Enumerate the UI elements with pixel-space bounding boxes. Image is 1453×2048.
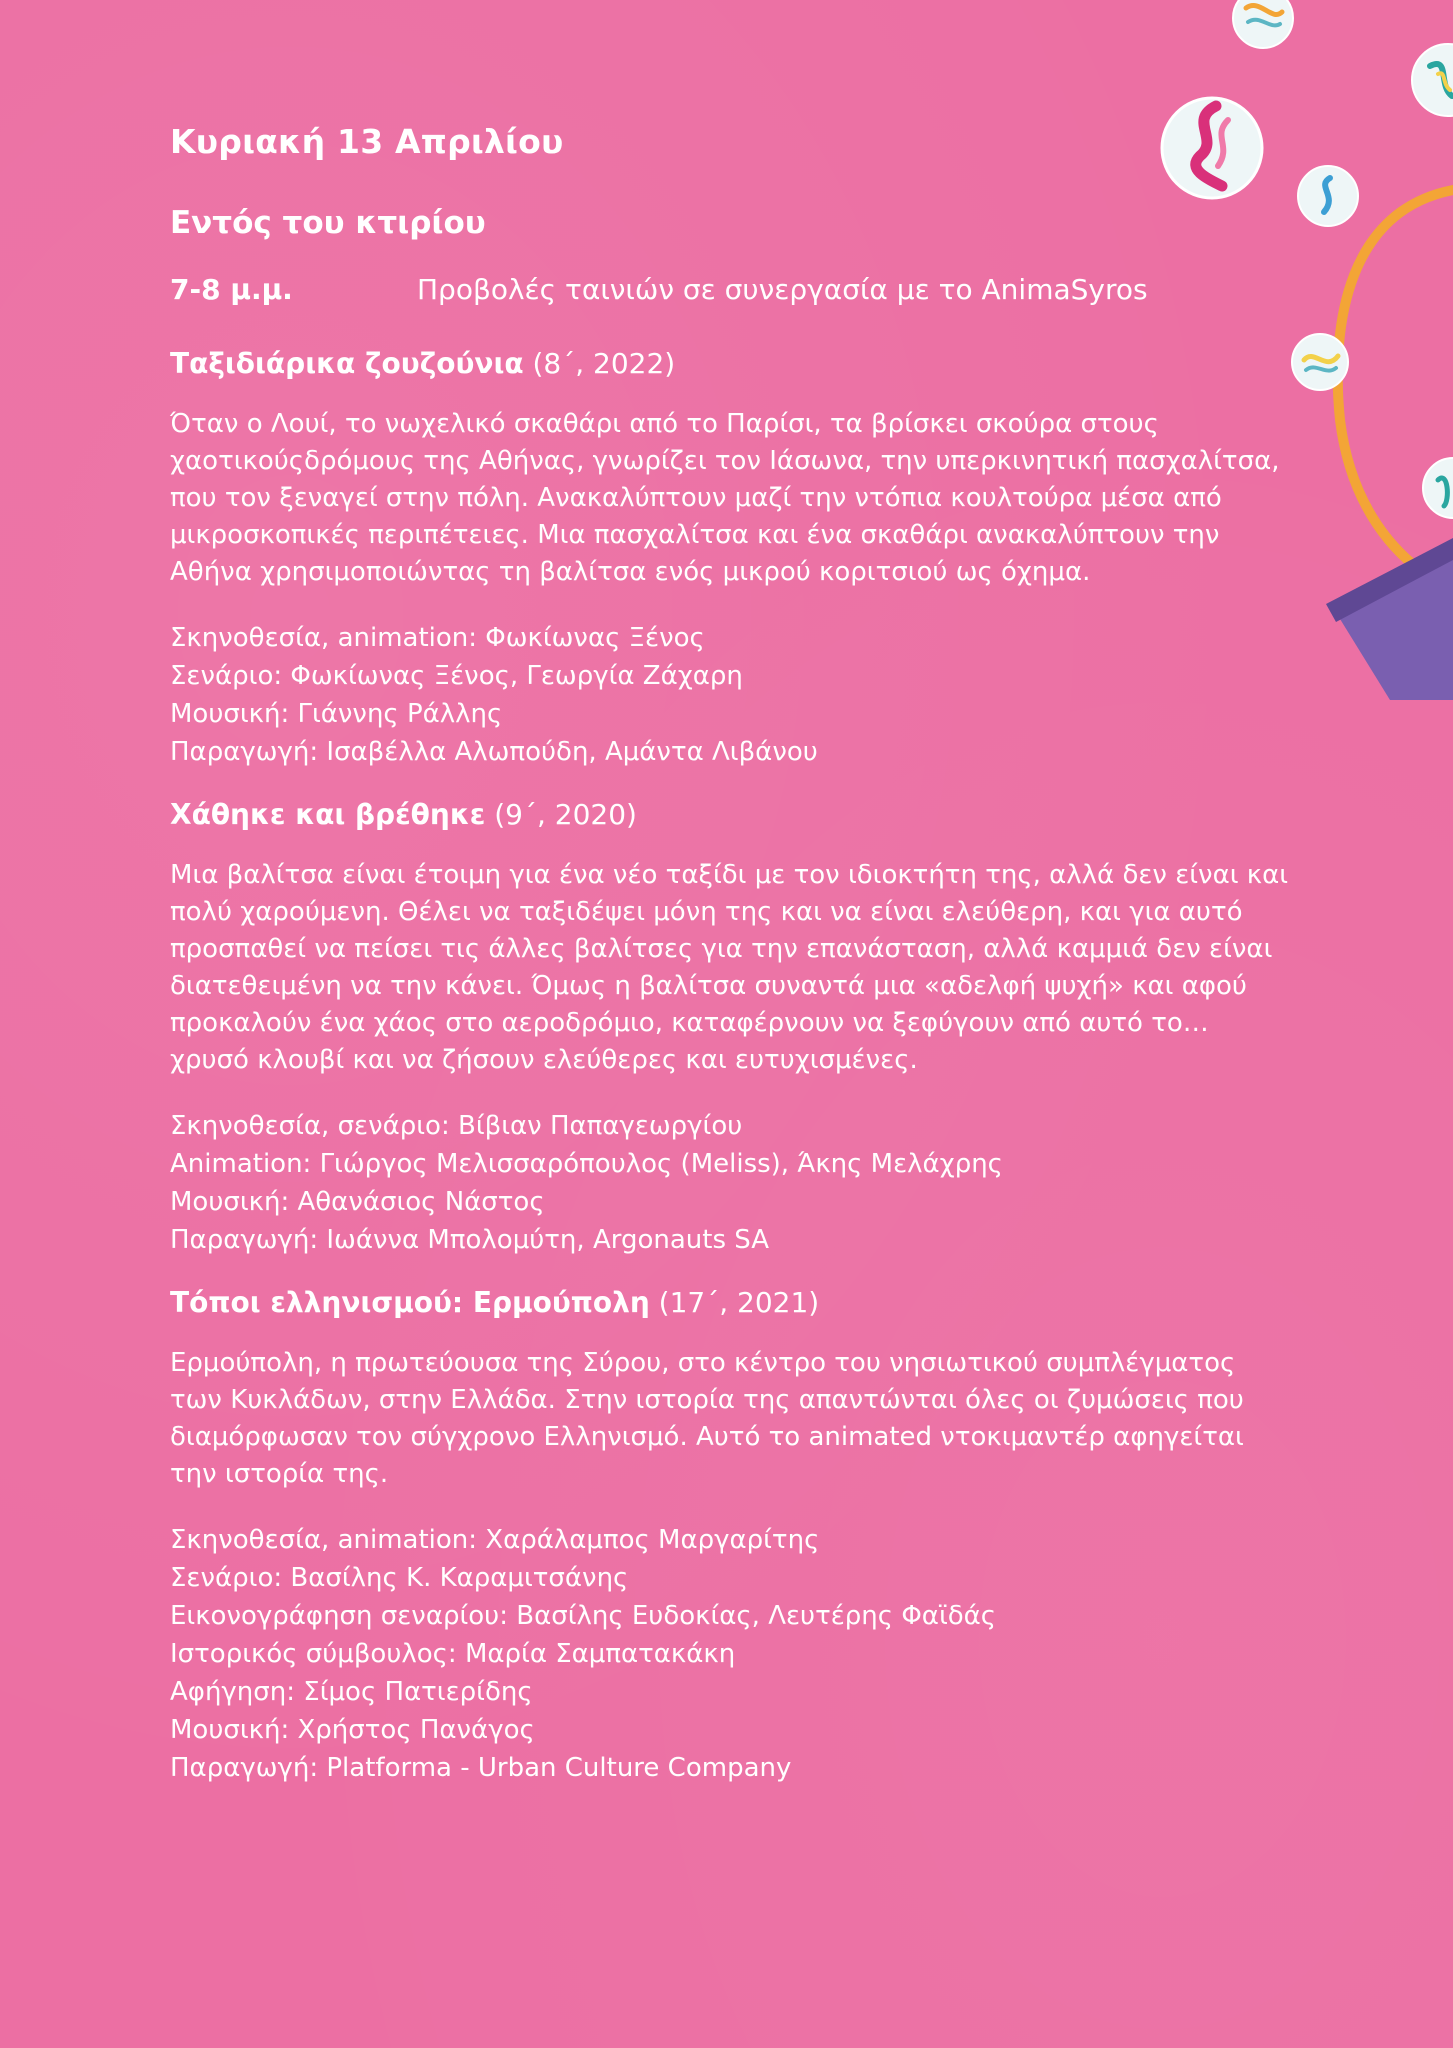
credit-line: Παραγωγή: Ισαβέλλα Αλωπούδη, Αμάντα Λιβάνου bbox=[170, 737, 818, 767]
credit-line: Σκηνοθεσία, animation: Χαράλαμπος Μαργαρίτης bbox=[170, 1525, 820, 1555]
schedule-row bbox=[170, 270, 1290, 310]
bubble-teal-right bbox=[1423, 458, 1453, 518]
film-meta: (9΄, 2020) bbox=[485, 798, 637, 831]
film-title: Χάθηκε και βρέθηκε bbox=[170, 798, 486, 831]
film-title-line bbox=[170, 1283, 1290, 1323]
credit-line: Σκηνοθεσία, σενάριο: Βίβιαν Παπαγεωργίου bbox=[170, 1111, 743, 1141]
film-entry bbox=[170, 344, 1290, 771]
credit-line: Μουσική: Αθανάσιος Νάστος bbox=[170, 1187, 545, 1217]
day-heading: Κυριακή 13 Απριλίου bbox=[170, 122, 564, 161]
hoop-ring bbox=[1338, 190, 1453, 590]
film-credits bbox=[170, 619, 1290, 771]
bubble-small-top bbox=[1233, 0, 1293, 48]
film-title: Τόποι ελληνισμού: Ερμούπολη bbox=[170, 1286, 650, 1319]
film-synopsis: Όταν ο Λουί, το νωχελικό σκαθάρι από το Παρίσι, τα βρίσκει σκούρα στους χαοτικούςδρόμους της Αθήνας, γνωρίζει τον Ιάσωνα, την υπερκινητική πασχαλίτσα, που τον ξεναγεί στην πόλη. Ανακαλύπτουν μαζί την ντόπια κουλτούρα μέσα από μικροσκοπικές περιπέτειες. Μια πασχαλίτσα και ένα σκαθάρι ανακαλύπτουν την Αθήνα χρησιμοποιώντας τη βαλίτσα ενός μικρού κοριτσιού ως όχημα. bbox=[170, 409, 1280, 587]
film-title-line bbox=[170, 795, 1290, 835]
film-meta: (17΄, 2021) bbox=[649, 1286, 820, 1319]
film-credits bbox=[170, 1521, 1290, 1787]
schedule-time: 7-8 μ.μ. bbox=[170, 273, 293, 306]
credit-line: Σκηνοθεσία, animation: Φωκίωνας Ξένος bbox=[170, 623, 705, 653]
film-synopsis: Ερμούπολη, η πρωτεύουσα της Σύρου, στο κέντρο του νησιωτικού συμπλέγματος των Κυκλάδων, στην Ελλάδα. Στην ιστορία της απαντώνται όλες οι ζυμώσεις που διαμόρφωσαν τον σύγχρονο Ελληνισμό. Αυτό το animated ντοκιμαντέρ αφηγείται την ιστορία της. bbox=[170, 1348, 1244, 1489]
film-title-line bbox=[170, 344, 1290, 384]
credit-line: Παραγωγή: Ιωάννα Μπολομύτη, Argonauts SA bbox=[170, 1225, 770, 1255]
credit-line: Ιστορικός σύμβουλος: Μαρία Σαμπατακάκη bbox=[170, 1639, 736, 1669]
schedule-description: Προβολές ταινιών σε συνεργασία με το AnimaSyros bbox=[417, 273, 1148, 306]
credit-line: Εικονογράφηση σεναρίου: Βασίλης Ευδοκίας, Λευτέρης Φαϊδάς bbox=[170, 1601, 997, 1631]
film-credits bbox=[170, 1107, 1290, 1259]
film-synopsis: Μια βαλίτσα είναι έτοιμη για ένα νέο ταξίδι με τον ιδιοκτήτη της, αλλά δεν είναι και πολύ χαρούμενη. Θέλει να ταξιδέψει μόνη της και να είναι ελεύθερη, και για αυτό προσπαθεί να πείσει τις άλλες βαλίτσες για την επανάσταση, αλλά καμμιά δεν είναι διατεθειμένη να την κάνει. Όμως η βαλίτσα συναντά μια «αδελφή ψυχή» και αφού προκαλούν ένα χάος στο αεροδρόμιο, καταφέρνουν να ξεφύγουν από αυτό το… χρυσό κλουβί και να ζήσουν ελεύθερες και ευτυχισμένες. bbox=[170, 860, 1289, 1075]
credit-line: Αφήγηση: Σίμος Πατιερίδης bbox=[170, 1677, 533, 1707]
credit-line: Μουσική: Χρήστος Πανάγος bbox=[170, 1715, 535, 1745]
credit-line: Σενάριο: Φωκίωνας Ξένος, Γεωργία Ζάχαρη bbox=[170, 661, 743, 691]
film-entry bbox=[170, 1283, 1290, 1787]
film-entry bbox=[170, 795, 1290, 1259]
bubble-blue-small bbox=[1298, 166, 1358, 226]
credit-line: Μουσική: Γιάννης Ράλλης bbox=[170, 699, 503, 729]
bubble-teal-edge bbox=[1412, 44, 1453, 116]
film-title: Ταξιδιάρικα ζουζούνια bbox=[170, 347, 524, 380]
credit-line: Animation: Γιώργος Μελισσαρόπουλος (Meliss), Άκης Μελάχρης bbox=[170, 1149, 1003, 1179]
film-meta: (8΄, 2022) bbox=[523, 347, 676, 380]
location-heading: Εντός του κτιρίου bbox=[170, 205, 486, 241]
bubble-yellow-small bbox=[1292, 334, 1348, 390]
program-content bbox=[170, 120, 1290, 1787]
credit-line: Σενάριο: Βασίλης Κ. Καραμιτσάνης bbox=[170, 1563, 629, 1593]
credit-line: Παραγωγή: Platforma - Urban Culture Company bbox=[170, 1753, 792, 1783]
